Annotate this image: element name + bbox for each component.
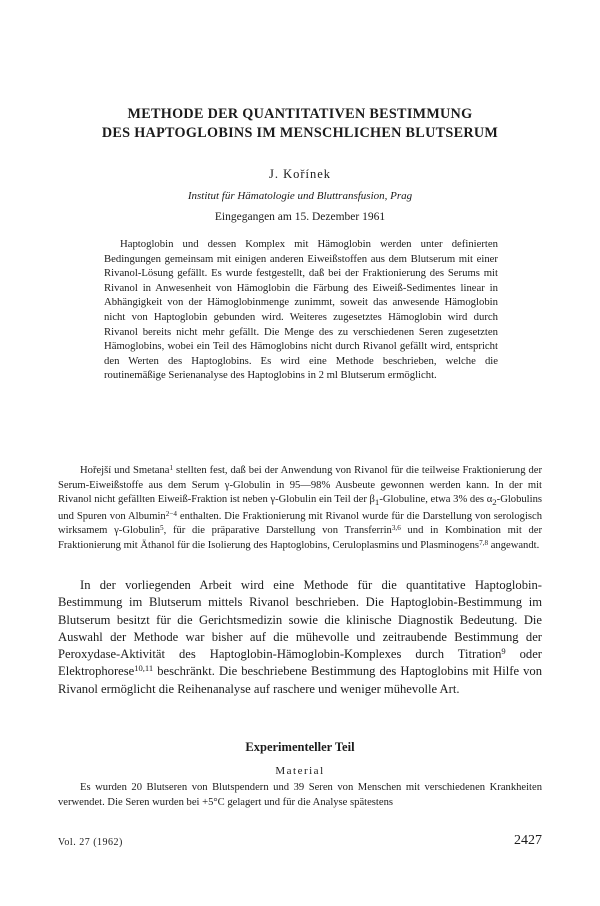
text-run: stellten fest, daß bei der Anwendung von Rivanol für die teilweise Fraktionierung der Serum-Eiweißstoffe aus dem Serum γ-Globulin in 95—98% Ausbeute gewonnen werden kann. In der mit Rivanol nicht gefällten Eiweiß-Fraktion ist neben γ-Globulin ein Teil der β: [58, 465, 542, 506]
author-name: J. Kořínek: [268, 167, 332, 181]
text-run: oder Elektrophorese: [58, 647, 542, 679]
title-line-1: METHODE DER QUANTITATIVEN BESTIMMUNG: [127, 106, 473, 122]
footer-volume: Vol. 27 (1962): [58, 837, 123, 848]
reference-superscript: 3,6: [391, 524, 401, 533]
reference-superscript: 10,11: [134, 663, 154, 674]
subscript: 2: [492, 497, 497, 508]
footer-page-number: 2427: [514, 833, 542, 848]
title-line-2: DES HAPTOGLOBINS IM MENSCHLICHEN BLUTSERUM: [101, 125, 499, 141]
subsection-heading-material: Material: [275, 765, 325, 777]
text-run: und in Kombination mit der Fraktionierung mit Äthanol für die Isolierung des Haptoglobins, Ceruloplasmins und Plasminogens: [58, 525, 543, 552]
text-run: In der vorliegenden Arbeit wird eine Methode für die quantitative Haptoglobin-Bestimmung im Blutserum mittels Rivanol beschrieben. Die Haptoglobin-Bestimmung im Blutserum besitzt für die Gerichtsmedizin sowie die klinische Diagnostik Bedeutung. Die Auswahl der Methode war bisher auf die mühevolle und zeitraubende Bestimmung der Peroxydase-Aktivität des Haptoglobin-Hämoglobin-Komplexes durch Titration: [58, 578, 542, 662]
intro-paragraph-1: [58, 464, 542, 554]
abstract-paragraph: Haptoglobin und dessen Komplex mit Hämoglobin werden unter definierten Bedingungen gemeinsam mit einigen anderen Eiweißstoffen aus dem Blutserum mit einer Rivanol-Lösung gefällt. Es wurde festgestellt, daß bei der Fraktionierung des Serums mit Rivanol in Anwesenheit von Hämoglobin die Färbung des Eiweiß-Sedimentes linear in Abhängigkeit von der Hämoglobinmenge zunimmt, soweit das anwesende Hämoglobin nicht von Haptoglobin gebunden wird. Weiteres zugesetztes Hämoglobin wird durch Rivanol bereits nicht mehr gefällt. Die Menge des zu verschiedenen Seren zugesetzten Hämoglobins, wobei ein Teil des Hämoglobins nicht durch Rivanol gefällt wird, entspricht den Werten des Haptoglobins. Es wird eine Methode beschrieben, welche die routinemäßige Serienanalyse des Haptoglobins in 2 ml Blutserum ermöglicht.: [104, 238, 498, 382]
text-run: enthalten. Die Fraktionierung mit Rivanol wurde für die Darstellung von serologisch wirksamem γ-Globulin: [58, 510, 543, 537]
reference-superscript: 7,8: [479, 538, 489, 547]
material-paragraph: Es wurden 20 Blutseren von Blutspendern und 39 Seren von Menschen mit verschiedenen Krankheiten verwendet. Die Seren wurden bei +5°C gelagert und für die Analyse spätestens: [58, 782, 542, 808]
reference-superscript: 1: [169, 463, 174, 472]
received-date: Eingegangen am 15. Dezember 1961: [214, 211, 386, 223]
text-run: Hořejší und Smetana: [80, 465, 170, 476]
intro-paragraph-2: [58, 577, 542, 698]
text-run: -Globuline, etwa 3% des α: [379, 494, 493, 506]
reference-superscript: 5: [160, 524, 164, 533]
author-institute: Institut für Hämatologie und Bluttransfusion, Prag: [187, 190, 413, 202]
text-run: beschränkt. Die beschriebene Bestimmung des Haptoglobins mit Hilfe von Rivanol ermöglicht die Reihenanalyse auf raschere und weniger mühevolle Art.: [58, 664, 542, 696]
reference-superscript: 9: [501, 646, 506, 657]
text-run: angewandt.: [488, 540, 540, 552]
reference-superscript: 2−4: [165, 509, 177, 518]
section-heading-experimental: Experimenteller Teil: [245, 740, 355, 754]
subscript: 1: [374, 497, 380, 508]
article-title: [60, 105, 540, 143]
text-run: , für die präparative Darstellung von Transferrin: [163, 525, 392, 537]
text-run: -Globulins und Spuren von Albumin: [58, 494, 542, 522]
